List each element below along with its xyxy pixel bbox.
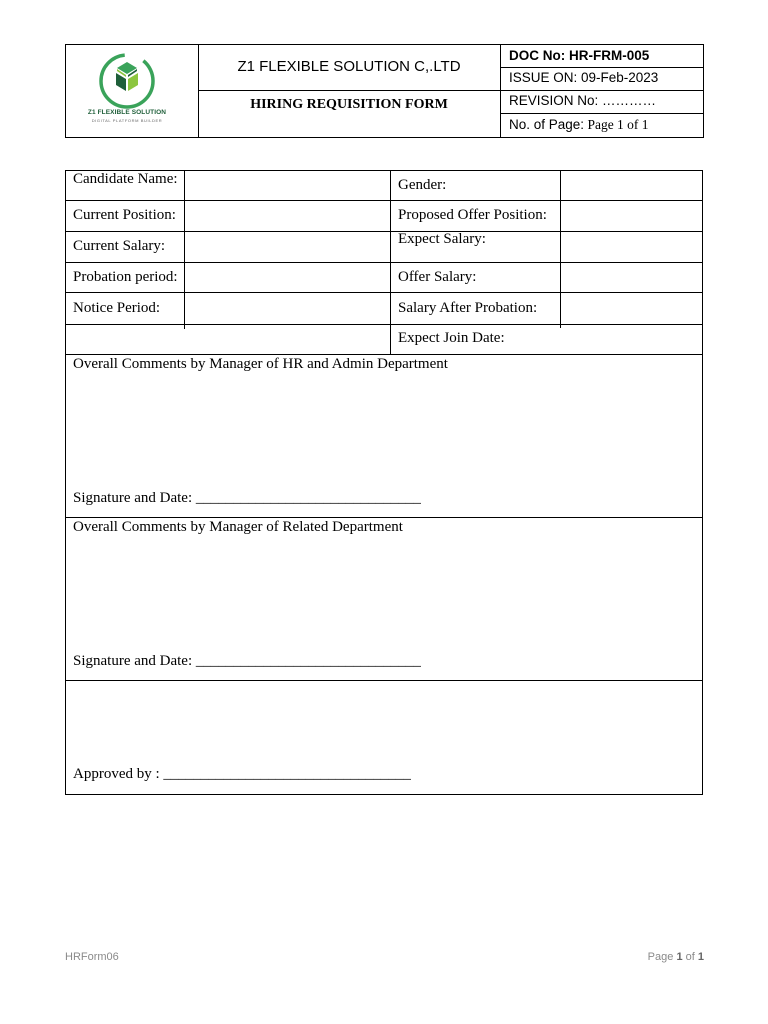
probation-period-field[interactable] — [185, 263, 390, 292]
footer-page-current: 1 — [676, 951, 683, 963]
approval-area[interactable] — [73, 683, 693, 763]
offer-salary-field[interactable] — [561, 263, 702, 292]
gender-label: Gender: — [398, 177, 447, 193]
current-position-field[interactable] — [185, 201, 390, 231]
current-salary-label: Current Salary: — [73, 238, 166, 254]
page-count-label: No. of Page: — [509, 117, 585, 132]
hr-comments-area[interactable] — [73, 377, 693, 487]
offer-salary-label: Offer Salary: — [398, 269, 477, 285]
dept-comments-area[interactable] — [73, 541, 693, 651]
footer-page-word: Page — [647, 951, 674, 963]
footer-page-of: of — [685, 951, 695, 963]
dept-comments-label: Overall Comments by Manager of Related Department — [73, 519, 403, 535]
current-salary-field[interactable] — [185, 232, 390, 262]
current-position-label: Current Position: — [73, 207, 176, 223]
company-logo — [84, 53, 170, 129]
candidate-name-field[interactable] — [185, 171, 390, 200]
footer-page-total: 1 — [697, 951, 704, 963]
expect-join-date-label: Expect Join Date: — [398, 330, 505, 346]
candidate-name-label: Candidate Name: — [73, 171, 178, 187]
footer-form-code: HRForm06 — [65, 951, 119, 963]
hr-signature-line: Signature and Date: ______________________________ — [73, 490, 421, 506]
gender-field[interactable] — [561, 171, 702, 200]
doc-number: DOC No: HR-FRM-005 — [509, 48, 650, 63]
proposed-offer-position-label: Proposed Offer Position: — [398, 207, 547, 223]
salary-after-probation-field[interactable] — [561, 293, 702, 324]
hiring-requisition-table — [65, 170, 703, 795]
company-name: Z1 FLEXIBLE SOLUTION C,.LTD — [237, 58, 461, 75]
approved-by-line: Approved by : _________________________________ — [73, 766, 411, 782]
notice-period-field[interactable] — [185, 293, 390, 324]
expect-join-date-field[interactable] — [391, 325, 702, 354]
hr-comments-label: Overall Comments by Manager of HR and Admin Department — [73, 356, 448, 372]
issue-date: ISSUE ON: 09-Feb-2023 — [509, 70, 659, 85]
form-title: HIRING REQUISITION FORM — [250, 97, 448, 112]
probation-period-label: Probation period: — [73, 269, 178, 285]
expect-salary-label: Expect Salary: — [398, 231, 486, 247]
revision-number: REVISION No: ………… — [509, 93, 657, 108]
page-count — [509, 117, 649, 133]
expect-salary-field[interactable] — [561, 232, 702, 262]
proposed-offer-position-field[interactable] — [561, 201, 702, 231]
salary-after-probation-label: Salary After Probation: — [398, 300, 538, 316]
logo-cube-icon — [84, 53, 170, 109]
notice-period-label: Notice Period: — [73, 300, 161, 316]
logo-tagline: DIGITAL PLATFORM BUILDER — [91, 118, 163, 123]
document-header — [65, 44, 704, 138]
dept-signature-line: Signature and Date: ______________________________ — [73, 653, 421, 669]
footer-page-number — [648, 951, 704, 963]
page-count-value: Page 1 of 1 — [587, 117, 649, 132]
logo-wordmark: Z1 FLEXIBLE SOLUTION — [87, 109, 167, 116]
